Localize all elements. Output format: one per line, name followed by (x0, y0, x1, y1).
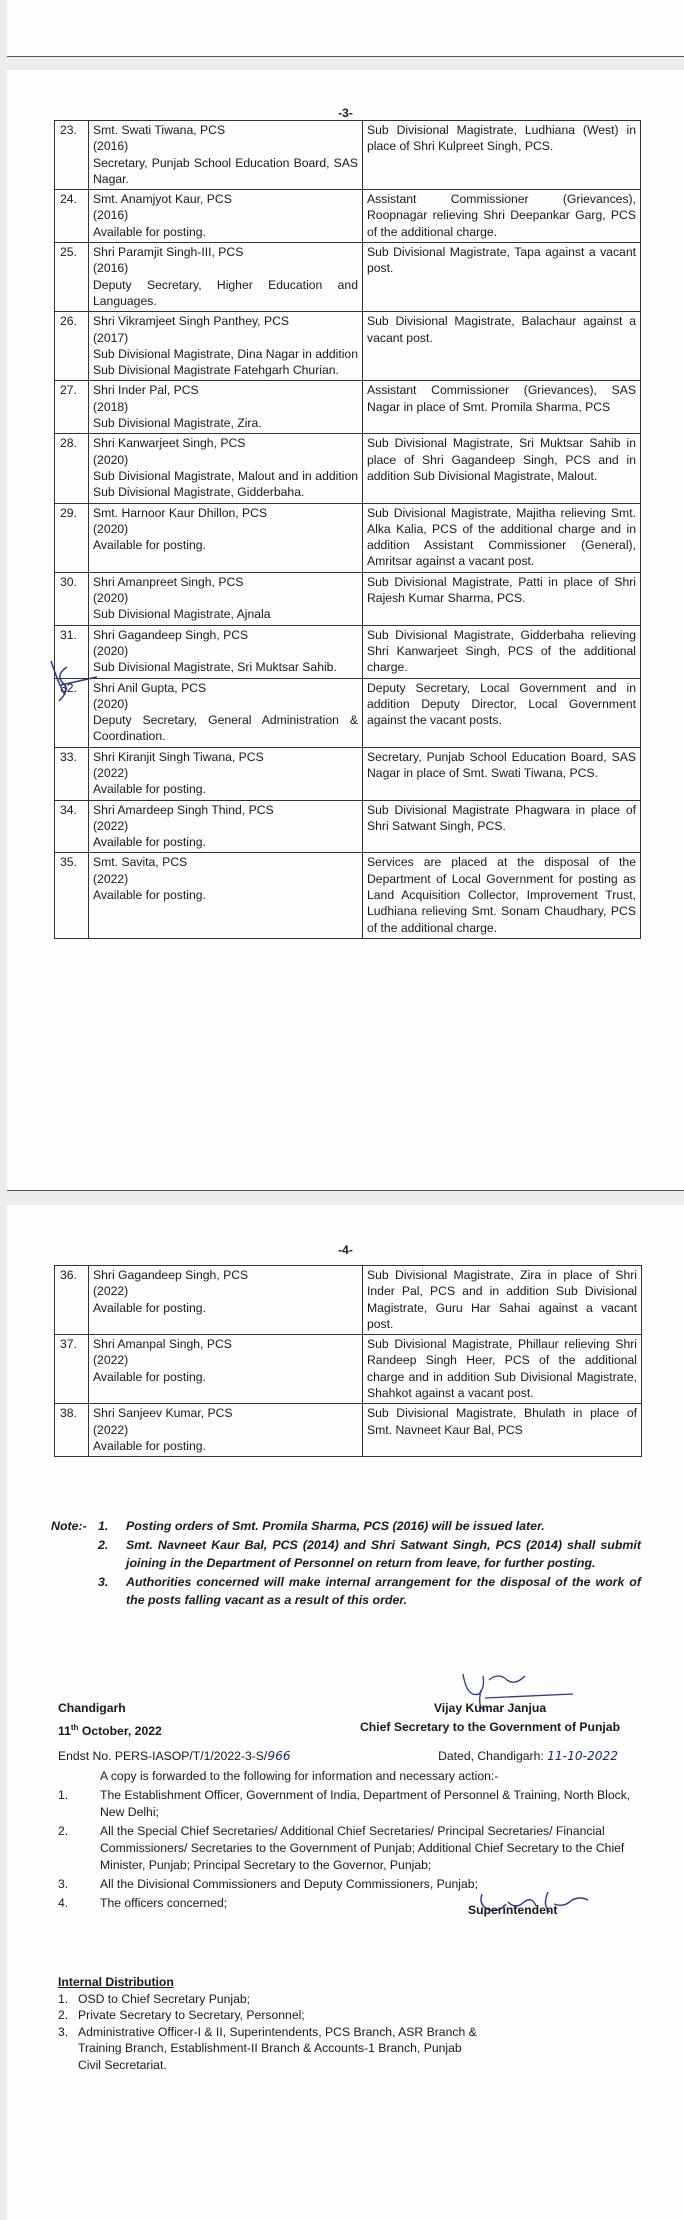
serial-number: 37. (55, 1335, 89, 1404)
table-row (55, 1335, 642, 1404)
current-posting: Sub Divisional Magistrate, Dina Nagar in addition Sub Divisional Magistrate Fatehgarh Churian. (93, 346, 358, 378)
serial-number: 30. (55, 572, 89, 625)
note-item (51, 1573, 641, 1610)
current-posting: Available for posting. (93, 888, 206, 903)
officer-current-posting (89, 1266, 363, 1335)
endorsement-date: Dated, Chandigarh: 11-10-2022 (438, 1749, 618, 1763)
batch-year: (2016) (93, 139, 129, 154)
serial-number: 32. (55, 678, 89, 747)
endorsement-number: Endst No. PERS-IASOP/T/1/2022-3-S/966 (58, 1749, 291, 1763)
posting-table (54, 120, 641, 939)
note-item (51, 1536, 641, 1573)
officer-current-posting (89, 1404, 363, 1457)
current-posting: Available for posting. (93, 782, 206, 797)
new-posting: Sub Divisional Magistrate Phagwara in place of Shri Satwant Singh, PCS. (363, 800, 641, 853)
batch-year: (2020) (93, 521, 129, 536)
current-posting: Sub Divisional Magistrate, Ajnala (93, 607, 271, 622)
new-posting: Sub Divisional Magistrate, Tapa against a vacant post. (363, 243, 641, 312)
batch-year: (2022) (93, 818, 129, 833)
endorsement-header (58, 1748, 648, 1765)
current-posting: Available for posting. (93, 538, 206, 553)
serial-number: 24. (55, 190, 89, 243)
current-posting: Sub Divisional Magistrate, Malout and in addition Sub Divisional Magistrate, Gidderbaha. (93, 468, 358, 500)
batch-year: (2016) (93, 208, 129, 223)
new-posting: Sub Divisional Magistrate, Phillaur relieving Shri Randeep Singh Heer, PCS of the additional charge and in addition Sub Divisional Magistrate, Shahkot against a vacant post. (363, 1335, 642, 1404)
officer-current-posting (89, 572, 363, 625)
current-posting: Deputy Secretary, General Administration & Coordination. (93, 713, 358, 744)
table-row (55, 434, 641, 503)
officer-name: Shri Vikramjeet Singh Panthey, PCS (93, 314, 289, 329)
batch-year: (2022) (93, 1353, 129, 1368)
table-row (55, 381, 641, 434)
officer-current-posting (89, 312, 363, 381)
copy-item: 2. All the Special Chief Secretaries/ Additional Chief Secretaries/ Principal Secretaries/ Financial Commissioners/ Secretaries to the Government of Punjab; Additional Chief Secretary to the Chief Minister, Punjab; Principal Secretary to the Governor, Punjab; (58, 1824, 625, 1872)
current-posting: Deputy Secretary, Higher Education and Languages. (93, 277, 358, 308)
note-number: 1. (98, 1519, 109, 1533)
new-posting: Sub Divisional Magistrate, Patti in place of Shri Rajesh Kumar Sharma, PCS. (363, 572, 641, 625)
notes-section (51, 1517, 641, 1610)
note-number: 2. (98, 1537, 109, 1552)
batch-year: (2022) (93, 765, 129, 780)
current-posting: Sub Divisional Magistrate, Sri Muktsar Sahib. (93, 660, 337, 675)
serial-number: 27. (55, 381, 89, 434)
officer-name: Shri Kanwarjeet Singh, PCS (93, 436, 246, 451)
table-row (55, 747, 641, 800)
batch-year: (2016) (93, 261, 129, 276)
batch-year: (2020) (93, 696, 129, 711)
note-number: 3. (98, 1574, 109, 1589)
copy-item: 1. The Establishment Officer, Government of India, Department of Personnel & Training, North Block, New Delhi; (58, 1788, 631, 1819)
officer-current-posting (89, 678, 363, 747)
new-posting: Secretary, Punjab School Education Board, SAS Nagar in place of Smt. Swati Tiwana, PCS. (363, 747, 641, 800)
note-item (51, 1517, 641, 1536)
new-posting: Assistant Commissioner (Grievances), SAS Nagar in place of Smt. Promila Sharma, PCS (363, 381, 641, 434)
previous-page-bottom (7, 0, 684, 57)
new-posting: Sub Divisional Magistrate, Balachaur against a vacant post. (363, 312, 641, 381)
officer-name: Shri Gagandeep Singh, PCS (93, 1268, 249, 1282)
table-row (55, 678, 641, 747)
serial-number: 28. (55, 434, 89, 503)
page-number: -4- (338, 1243, 353, 1257)
superintendent-label: Superintendent (468, 1903, 558, 1917)
place: Chandigarh (58, 1701, 126, 1715)
serial-number: 35. (55, 853, 89, 938)
officer-name: Shri Kiranjit Singh Tiwana, PCS (93, 749, 264, 764)
officer-name: Shri Paramjit Singh-III, PCS (93, 245, 244, 260)
table-row (55, 572, 641, 625)
order-date: 11th October, 2022 (58, 1723, 162, 1739)
initials-signature-icon (45, 655, 105, 705)
place-date-block (58, 1699, 162, 1741)
officer-current-posting (89, 381, 363, 434)
batch-year: (2017) (93, 330, 129, 345)
note-text: Authorities concerned will make internal arrangement for the disposal of the work of the posts falling vacant as a result of this order. (126, 1574, 641, 1607)
officer-name: Shri Amanpreet Singh, PCS (93, 574, 244, 589)
officer-name: Shri Sanjeev Kumar, PCS (93, 1406, 233, 1421)
current-posting: Available for posting. (93, 1438, 206, 1453)
forward-text: A copy is forwarded to the following for information and necessary action:- (100, 1769, 499, 1783)
table-row (55, 121, 641, 190)
new-posting: Sub Divisional Magistrate, Bhulath in place of Smt. Navneet Kaur Bal, PCS (363, 1404, 642, 1457)
table-row (55, 625, 641, 678)
table-row (55, 853, 641, 938)
serial-number: 31. (55, 625, 89, 678)
officer-name: Shri Inder Pal, PCS (93, 383, 199, 398)
serial-number: 29. (55, 503, 89, 572)
new-posting: Sub Divisional Magistrate, Zira in place of Shri Inder Pal, PCS and in addition Sub Divisional Magistrate, Guru Har Sahai against a vacant post. (363, 1266, 642, 1335)
officer-name: Smt. Savita, PCS (93, 855, 188, 870)
officer-name: Smt. Anamjyot Kaur, PCS (93, 192, 232, 207)
batch-year: (2018) (93, 399, 129, 414)
serial-number: 38. (55, 1404, 89, 1457)
current-posting: Available for posting. (93, 1369, 206, 1384)
batch-year: (2022) (93, 871, 129, 886)
internal-distribution-heading: Internal Distribution (58, 1975, 174, 1989)
serial-number: 34. (55, 800, 89, 853)
current-posting: Available for posting. (93, 224, 206, 239)
note-label: Note:- (51, 1519, 87, 1533)
new-posting: Services are placed at the disposal of the Department of Local Government for posting as Land Acquisition Collector, Improvement Trust, Ludhiana relieving Smt. Sonam Chaudhary, PCS of the additional charge. (363, 853, 641, 938)
officer-current-posting (89, 800, 363, 853)
batch-year: (2020) (93, 452, 129, 467)
officer-name: Shri Gagandeep Singh, PCS (93, 627, 249, 642)
serial-number: 33. (55, 747, 89, 800)
officer-current-posting (89, 853, 363, 938)
current-posting: Available for posting. (93, 835, 206, 850)
table-row (55, 312, 641, 381)
officer-current-posting (89, 747, 363, 800)
officer-current-posting (89, 1335, 363, 1404)
officer-name: Smt. Swati Tiwana, PCS (93, 123, 226, 137)
officer-current-posting (89, 503, 363, 572)
note-text: Posting orders of Smt. Promila Sharma, PCS (2016) will be issued later. (126, 1519, 545, 1533)
officer-current-posting (89, 190, 363, 243)
table-row (55, 190, 641, 243)
table-row (55, 1266, 642, 1335)
posting-table (54, 1265, 642, 1457)
new-posting: Sub Divisional Magistrate, Sri Muktsar Sahib in place of Shri Gagandeep Singh, PCS and in addition Sub Divisional Magistrate, Malout. (363, 434, 641, 503)
distribution-item: 1. OSD to Chief Secretary Punjab; (58, 1991, 251, 2006)
current-posting: Secretary, Punjab School Education Board, SAS Nagar. (93, 155, 358, 186)
serial-number: 36. (55, 1266, 89, 1335)
officer-current-posting (89, 121, 363, 190)
serial-number: 26. (55, 312, 89, 381)
signatory-block (340, 1699, 640, 1737)
distribution-item: 2. Private Secretary to Secretary, Personnel; (58, 2008, 305, 2022)
current-posting: Sub Divisional Magistrate, Zira. (93, 416, 262, 431)
batch-year: (2020) (93, 643, 129, 658)
new-posting: Sub Divisional Magistrate, Majitha relieving Smt. Alka Kalia, PCS of the additional charge and in addition Assistant Commissioner (General), Amritsar against a vacant post. (363, 503, 641, 572)
new-posting: Deputy Secretary, Local Government and in addition Deputy Director, Local Government against the vacant posts. (363, 678, 641, 747)
officer-name: Shri Amardeep Singh Thind, PCS (93, 802, 274, 817)
officer-current-posting (89, 243, 363, 312)
internal-distribution (58, 1974, 478, 2073)
note-text: Smt. Navneet Kaur Bal, PCS (2014) and Shri Satwant Singh, PCS (2014) shall submit joining in the Department of Personnel on return from leave, for further posting. (126, 1537, 641, 1570)
officer-name: Shri Anil Gupta, PCS (93, 680, 207, 695)
serial-number: 25. (55, 243, 89, 312)
serial-number: 23. (55, 121, 89, 190)
batch-year: (2022) (93, 1422, 129, 1437)
officer-current-posting (89, 434, 363, 503)
copy-item: 4. The officers concerned; (58, 1896, 228, 1910)
new-posting: Assistant Commissioner (Grievances), Roopnagar relieving Shri Deepankar Garg, PCS of the additional charge. (363, 190, 641, 243)
page-3 (7, 70, 684, 1191)
officer-current-posting (89, 625, 363, 678)
signatory-name: Vijay Kumar Janjua (433, 1701, 547, 1715)
table-row (55, 503, 641, 572)
batch-year: (2020) (93, 591, 129, 606)
current-posting: Available for posting. (93, 1300, 206, 1315)
signatory-designation: Chief Secretary to the Government of Punjab (359, 1720, 621, 1734)
table-row (55, 800, 641, 853)
officer-name: Smt. Harnoor Kaur Dhillon, PCS (93, 505, 268, 520)
copy-item: 3. All the Divisional Commissioners and Deputy Commissioners, Punjab; (58, 1877, 478, 1891)
new-posting: Sub Divisional Magistrate, Gidderbaha relieving Shri Kanwarjeet Singh, PCS of the additional charge. (363, 625, 641, 678)
officer-name: Shri Amanpal Singh, PCS (93, 1337, 232, 1352)
table-row (55, 243, 641, 312)
table-row (55, 1404, 642, 1457)
new-posting: Sub Divisional Magistrate, Ludhiana (West) in place of Shri Kulpreet Singh, PCS. (363, 121, 641, 190)
page-number: -3- (338, 106, 353, 120)
batch-year: (2022) (93, 1284, 129, 1299)
distribution-item: 3. Administrative Officer-I & II, Superintendents, PCS Branch, ASR Branch & Training Branch, Establishment-II Branch & Accounts-1 Branch, Punjab Civil Secretariat. (58, 2024, 477, 2072)
